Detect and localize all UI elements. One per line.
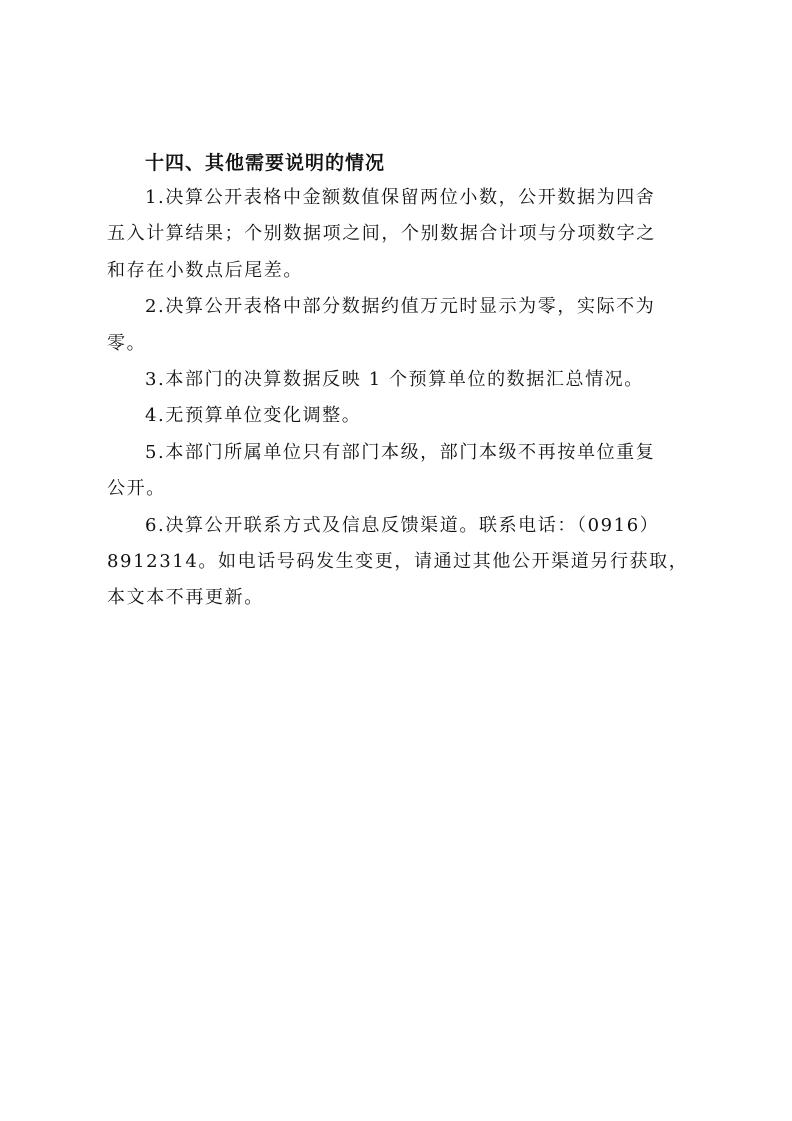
paragraph-line: 4.无预算单位变化调整。 (145, 405, 362, 427)
paragraph-line: 零。 (107, 332, 147, 354)
paragraph-line: 8912314。如电话号码发生变更，请通过其他公开渠道另行获取， (107, 551, 689, 573)
paragraph-line: 5.本部门所属单位只有部门本级，部门本级不再按单位重复 (145, 441, 656, 463)
paragraph-line: 6.决算公开联系方式及信息反馈渠道。联系电话：（0916） (145, 514, 660, 536)
paragraph-line: 3.本部门的决算数据反映 1 个预算单位的数据汇总情况。 (145, 369, 644, 391)
paragraph-zero-display-note (107, 289, 693, 362)
paragraph-line: 2.决算公开表格中部分数据约值万元时显示为零，实际不为 (145, 296, 656, 318)
paragraph-unit-change-note (107, 398, 693, 434)
paragraph-line: 公开。 (107, 478, 166, 500)
paragraph-contact-note (107, 508, 693, 617)
paragraph-subordinate-units-note (107, 435, 693, 508)
paragraph-line: 本文本不再更新。 (107, 587, 264, 609)
paragraph-rounding-note (107, 180, 693, 289)
paragraph-line: 五入计算结果；个别数据项之间，个别数据合计项与分项数字之 (107, 223, 656, 245)
section-heading: 十四、其他需要说明的情况 (145, 152, 386, 174)
document-content (107, 146, 693, 617)
paragraph-line: 和存在小数点后尾差。 (107, 259, 303, 281)
paragraph-line: 1.决算公开表格中金额数值保留两位小数，公开数据为四舍 (145, 187, 656, 208)
paragraph-unit-count-note (107, 362, 693, 398)
